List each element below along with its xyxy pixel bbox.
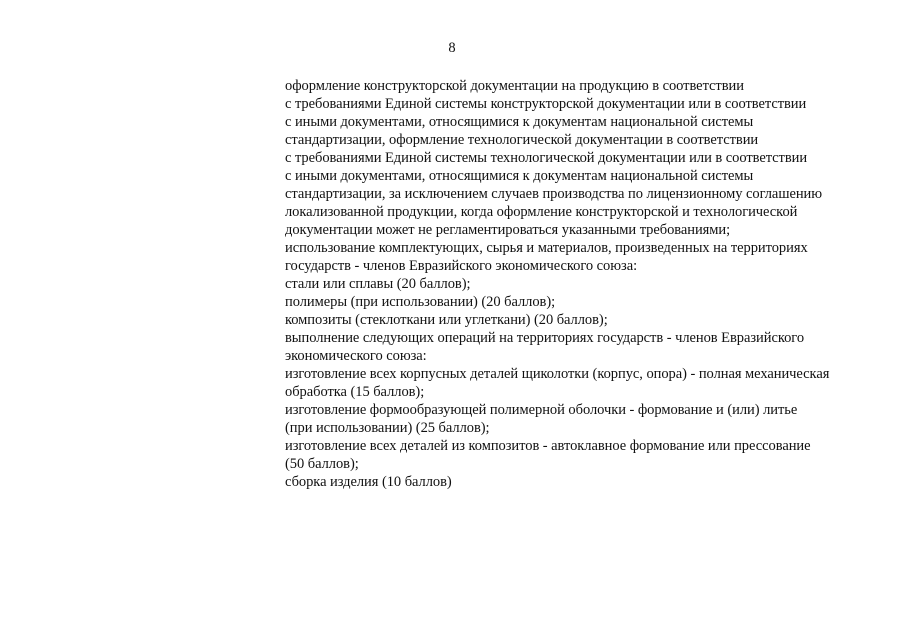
text-line: локализованной продукции, когда оформление конструкторской и технологической bbox=[285, 204, 798, 220]
text-line: с иными документами, относящимися к документам национальной системы bbox=[285, 114, 754, 130]
text-line: с требованиями Единой системы технологической документации или в соответствии bbox=[285, 150, 808, 166]
text-line: с требованиями Единой системы конструкторской документации или в соответствии bbox=[285, 96, 807, 112]
text-line: сборка изделия (10 баллов) bbox=[285, 474, 452, 490]
text-line: стандартизации, за исключением случаев производства по лицензионному соглашению bbox=[285, 186, 823, 202]
text-line: стандартизации, оформление технологической документации в соответствии bbox=[285, 132, 759, 148]
text-line: обработка (15 баллов); bbox=[285, 384, 425, 400]
text-line: композиты (стеклоткани или углеткани) (20 баллов); bbox=[285, 312, 608, 328]
text-line: государств - членов Евразийского экономического союза: bbox=[285, 258, 638, 274]
text-line: документации может не регламентироваться указанными требованиями; bbox=[285, 222, 731, 238]
text-line: изготовление всех корпусных деталей щиколотки (корпус, опора) - полная механическая bbox=[285, 366, 830, 382]
page-number: 8 bbox=[448, 40, 456, 56]
body-text bbox=[285, 77, 885, 491]
text-line: стали или сплавы (20 баллов); bbox=[285, 276, 471, 292]
text-line: (50 баллов); bbox=[285, 456, 359, 472]
text-line: (при использовании) (25 баллов); bbox=[285, 420, 490, 436]
text-line: изготовление всех деталей из композитов - автоклавное формование или прессование bbox=[285, 438, 811, 454]
text-line: оформление конструкторской документации на продукцию в соответствии bbox=[285, 78, 744, 94]
text-line: с иными документами, относящимися к документам национальной системы bbox=[285, 168, 754, 184]
text-line: экономического союза: bbox=[285, 348, 427, 364]
text-line: выполнение следующих операций на территориях государств - членов Евразийского bbox=[285, 330, 805, 346]
text-line: полимеры (при использовании) (20 баллов); bbox=[285, 294, 556, 310]
text-line: использование комплектующих, сырья и материалов, произведенных на территориях bbox=[285, 240, 808, 256]
text-line: изготовление формообразующей полимерной оболочки - формование и (или) литье bbox=[285, 402, 798, 418]
